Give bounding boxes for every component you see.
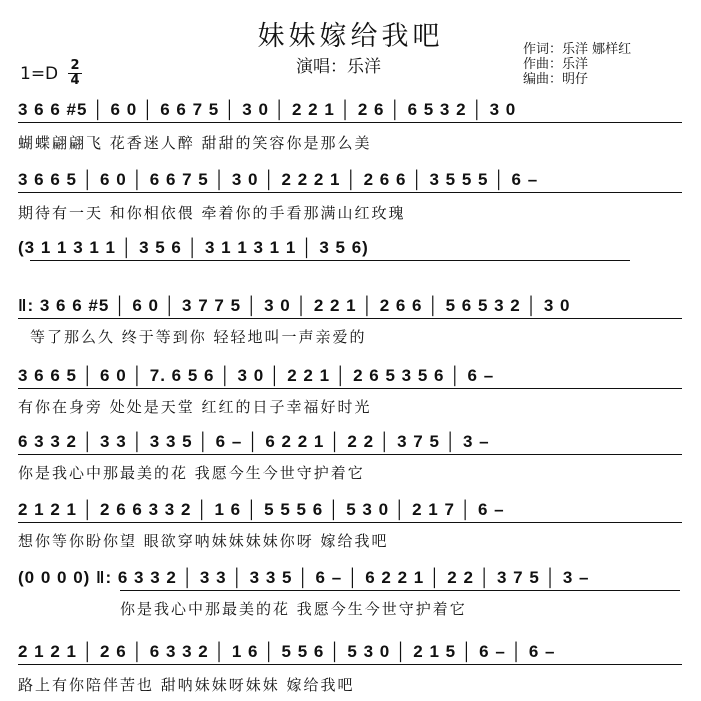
lyric-row-9: 路上有你陪伴苦也 甜呐妹妹呀妹妹 嫁给我吧	[18, 676, 355, 694]
notation-row-5: 3 6 6 5 │ 6 0 │ 7. 6 5 6 │ 3 0 │ 2 2 1 │ 2 6 5 3 5 6 │ 6 –	[18, 366, 495, 385]
beam-line	[120, 590, 680, 591]
beam-line	[18, 318, 682, 319]
notation-row-9: 2 1 2 1 │ 2 6 │ 6 3 3 2 │ 1 6 │ 5 5 6 │ 5 3 0 │ 2 1 5 │ 6 – │ 6 –	[18, 642, 556, 661]
time-signature	[68, 60, 82, 87]
lyric-row-4: 等了那么久 终于等到你 轻轻地叫一声亲爱的	[30, 328, 367, 346]
notation-row-6: 6 3 3 2 │ 3 3 │ 3 3 5 │ 6 – │ 6 2 2 1 │ 2 2 │ 3 7 5 │ 3 –	[18, 432, 490, 451]
beam-line	[18, 388, 682, 389]
beam-line	[18, 522, 682, 523]
song-title: 妹妹嫁给我吧	[257, 21, 444, 52]
beam-line	[18, 192, 682, 193]
beam-line	[18, 664, 682, 665]
beam-line	[18, 454, 682, 455]
lyric-row-7: 想你等你盼你望 眼欲穿呐妹妹妹妹你呀 嫁给我吧	[18, 532, 389, 550]
singer-credit: 演唱：乐洋	[296, 57, 381, 77]
lyric-row-2: 期待有一天 和你相依偎 牵着你的手看那满山红玫瑰	[18, 204, 406, 222]
notation-row-4: ‖: 3 6 6 #5 │ 6 0 │ 3 7 7 5 │ 3 0 │ 2 2 1 │ 2 6 6 │ 5 6 5 3 2 │ 3 0	[18, 296, 571, 315]
time-signature-bottom: 4	[70, 73, 80, 88]
lyric-row-5: 有你在身旁 处处是天堂 红红的日子幸福好时光	[18, 398, 372, 416]
lyric-row-1: 蝴蝶翩翩飞 花香迷人醉 甜甜的笑容你是那么美	[18, 134, 372, 152]
composer-credit: 作曲：乐洋	[523, 57, 589, 72]
key-signature: 1=D	[20, 64, 59, 84]
beam-line	[18, 122, 682, 123]
lyric-row-6: 你是我心中那最美的花 我愿今生今世守护着它	[18, 464, 365, 482]
time-signature-top: 2	[70, 58, 80, 73]
lyric-row-8: 你是我心中那最美的花 我愿今生今世守护着它	[120, 600, 467, 618]
notation-row-2: 3 6 6 5 │ 6 0 │ 6 6 7 5 │ 3 0 │ 2 2 2 1 │ 2 6 6 │ 3 5 5 5 │ 6 –	[18, 170, 539, 189]
notation-row-8: (0 0 0 0) ‖: 6 3 3 2 │ 3 3 │ 3 3 5 │ 6 – │ 6 2 2 1 │ 2 2 │ 3 7 5 │ 3 –	[18, 568, 590, 587]
lyricist-credit: 作词：乐洋 娜样红	[523, 42, 632, 57]
notation-row-7: 2 1 2 1 │ 2 6 6 3 3 2 │ 1 6 │ 5 5 5 6 │ 5 3 0 │ 2 1 7 │ 6 –	[18, 500, 505, 519]
beam-line	[30, 260, 630, 261]
notation-row-1: 3 6 6 #5 │ 6 0 │ 6 6 7 5 │ 3 0 │ 2 2 1 │ 2 6 │ 6 5 3 2 │ 3 0	[18, 100, 517, 119]
arranger-credit: 编曲：明仔	[523, 72, 589, 87]
notation-row-3: (3 1 1 3 1 1 │ 3 5 6 │ 3 1 1 3 1 1 │ 3 5 6)	[18, 238, 369, 257]
credits-block	[523, 42, 631, 87]
